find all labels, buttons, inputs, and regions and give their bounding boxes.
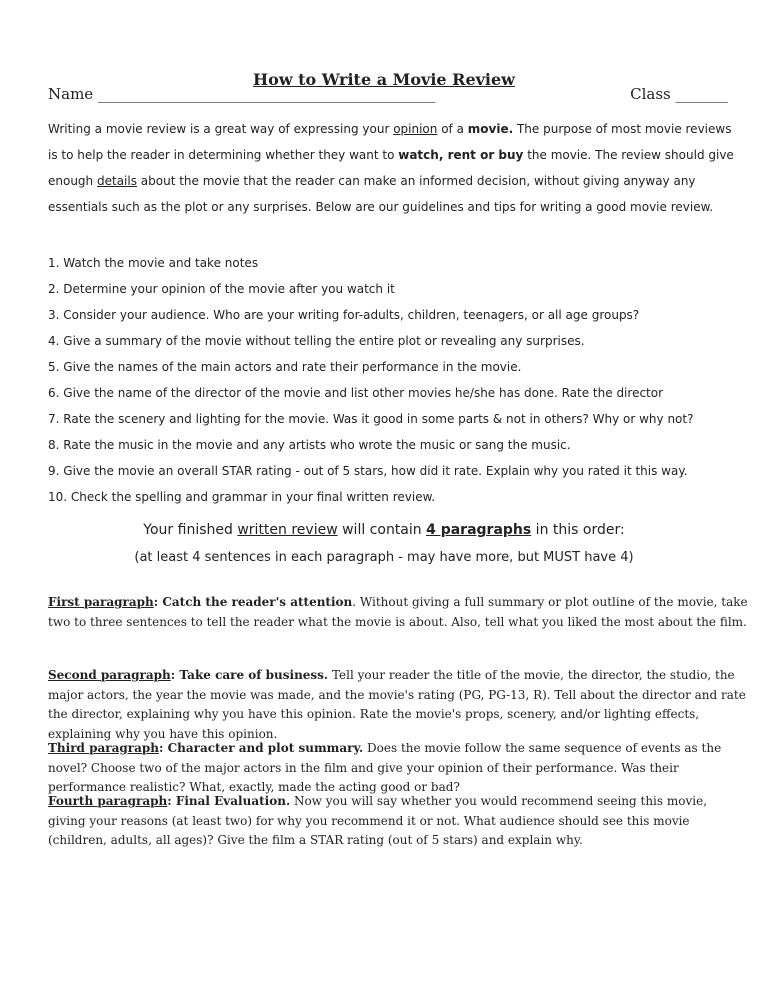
intro-text: of a [437,122,468,136]
steps-list [48,250,748,510]
list-item: 7. Rate the scenery and lighting for the movie. Was it good in some parts & not in others? Why or why not? [48,412,694,426]
list-item: 3. Consider your audience. Who are your writing for-adults, children, teenagers, or all age groups? [48,308,640,322]
list-item: 9. Give the movie an overall STAR rating - out of 5 stars, how did it rate. Explain why you rated it this way. [48,464,688,478]
paragraph-third [48,739,748,798]
intro-opinion: opinion [393,122,438,136]
paragraph-text: Tell your reader the title of the movie, the director, the studio, the major actors, the year the movie was made, and the movie's rating (PG, PG-13, R). Tell about the director and rate the director, explaining why you have this opinion. Rate the movie's props, scenery, and/or lighting effects, explaining why you have this opinion. [48,668,746,741]
class-field[interactable]: Class _______ [630,85,728,103]
intro-paragraph [48,116,738,220]
paragraph-heading: : Final Evaluation. [167,794,291,808]
paragraph-text: . Without giving a full summary or plot outline of the movie, take two to three sentences to tell the reader what the movie is about. Also, tell what you liked the most about the film. [48,595,748,629]
paragraph-second [48,666,748,744]
list-item: 4. Give a summary of the movie without telling the entire plot or revealing any surprises. [48,334,585,348]
finished-review-heading [0,522,768,538]
intro-details: details [96,174,137,188]
intro-watch: watch, rent or buy [398,148,524,162]
finished-four: 4 paragraphs [426,522,532,538]
list-item: 10. Check the spelling and grammar in your final written review. [48,490,436,504]
finished-text: in this order: [531,522,625,538]
finished-text: will contain [337,522,427,538]
paragraph-heading: : Take care of business. [170,668,329,682]
intro-text: The purpose of most movie reviews is to help the reader in determining whether they want to [48,122,732,162]
paragraph-text: Now you will say whether you would recommend seeing this movie, giving your reasons (at least two) for why you recommend it or not. What audience should see this movie (children, adults, all ages)? Give the film a STAR rating (out of 5 stars) and explain why. [48,794,708,847]
list-item: 1. Watch the movie and take notes [48,256,259,270]
paragraph-text: Does the movie follow the same sequence of events as the novel? Choose two of the major actors in the film and give your opinion of their performance. Was their performance realistic? What, exactly, made the acting good or bad? [48,741,722,794]
list-item: 6. Give the name of the director of the movie and list other movies he/she has done. Rate the director [48,386,664,400]
intro-text: Writing a movie review is a great way of expressing your [48,122,394,136]
list-item: 8. Rate the music in the movie and any artists who wrote the music or sang the music. [48,438,571,452]
paragraph-fourth [48,792,748,851]
paragraph-label: First paragraph [48,595,154,609]
paragraph-label: Third paragraph [48,741,159,755]
page-title: How to Write a Movie Review [253,70,515,89]
intro-text: the movie. The review should give enough [48,148,734,188]
finished-text: Your finished [143,522,238,538]
name-class-row [48,85,728,103]
finished-written: written review [237,522,338,538]
finished-subtitle: (at least 4 sentences in each paragraph - may have more, but MUST have 4) [134,550,634,565]
list-item: 2. Determine your opinion of the movie after you watch it [48,282,395,296]
paragraph-label: Second paragraph [48,668,171,682]
list-item: 5. Give the names of the main actors and rate their performance in the movie. [48,360,522,374]
paragraph-first [48,593,748,632]
intro-movie: movie. [467,122,514,136]
paragraph-label: Fourth paragraph [48,794,168,808]
paragraph-heading: : Character and plot summary. [158,741,364,755]
name-field[interactable]: Name _____________________________________________ [48,85,436,103]
paragraph-heading: : Catch the reader's attention [153,595,353,609]
intro-text: about the movie that the reader can make an informed decision, without giving anyway any essentials such as the plot or any surprises. Below are our guidelines and tips for writing a good movie review. [48,174,714,214]
